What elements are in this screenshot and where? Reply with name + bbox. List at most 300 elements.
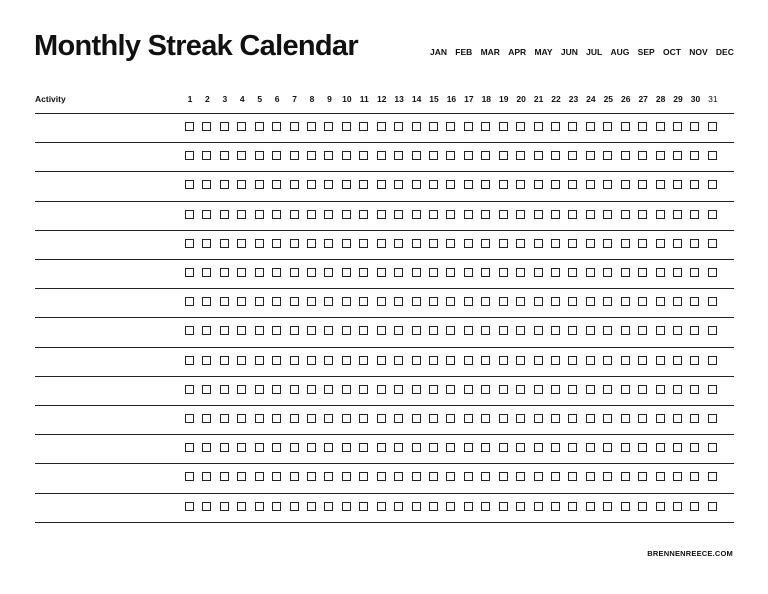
day-checkbox[interactable] xyxy=(568,268,577,277)
day-checkbox[interactable] xyxy=(621,385,630,394)
day-checkbox[interactable] xyxy=(586,385,595,394)
day-checkbox[interactable] xyxy=(568,151,577,160)
day-checkbox[interactable] xyxy=(394,151,403,160)
day-checkbox[interactable] xyxy=(568,239,577,248)
day-checkbox[interactable] xyxy=(656,326,665,335)
day-checkbox[interactable] xyxy=(534,326,543,335)
day-checkbox[interactable] xyxy=(377,472,386,481)
day-checkbox[interactable] xyxy=(290,326,299,335)
day-checkbox[interactable] xyxy=(185,210,194,219)
day-checkbox[interactable] xyxy=(446,122,455,131)
day-checkbox[interactable] xyxy=(185,356,194,365)
day-checkbox[interactable] xyxy=(551,297,560,306)
day-checkbox[interactable] xyxy=(586,151,595,160)
day-checkbox[interactable] xyxy=(603,443,612,452)
day-checkbox[interactable] xyxy=(202,326,211,335)
day-checkbox[interactable] xyxy=(185,385,194,394)
day-checkbox[interactable] xyxy=(307,443,316,452)
day-checkbox[interactable] xyxy=(690,472,699,481)
day-checkbox[interactable] xyxy=(586,122,595,131)
day-checkbox[interactable] xyxy=(272,472,281,481)
day-checkbox[interactable] xyxy=(237,122,246,131)
day-checkbox[interactable] xyxy=(255,326,264,335)
day-checkbox[interactable] xyxy=(324,472,333,481)
day-checkbox[interactable] xyxy=(708,297,717,306)
day-checkbox[interactable] xyxy=(272,268,281,277)
day-checkbox[interactable] xyxy=(359,443,368,452)
day-checkbox[interactable] xyxy=(673,385,682,394)
month-label-dec[interactable]: DEC xyxy=(715,47,734,57)
day-checkbox[interactable] xyxy=(690,385,699,394)
day-checkbox[interactable] xyxy=(534,443,543,452)
day-checkbox[interactable] xyxy=(690,502,699,511)
day-checkbox[interactable] xyxy=(220,356,229,365)
day-checkbox[interactable] xyxy=(429,151,438,160)
day-checkbox[interactable] xyxy=(272,239,281,248)
day-checkbox[interactable] xyxy=(656,151,665,160)
day-checkbox[interactable] xyxy=(272,502,281,511)
day-checkbox[interactable] xyxy=(499,502,508,511)
day-checkbox[interactable] xyxy=(255,180,264,189)
day-checkbox[interactable] xyxy=(342,268,351,277)
day-checkbox[interactable] xyxy=(499,151,508,160)
day-checkbox[interactable] xyxy=(586,210,595,219)
day-checkbox[interactable] xyxy=(568,385,577,394)
day-checkbox[interactable] xyxy=(656,443,665,452)
day-checkbox[interactable] xyxy=(551,385,560,394)
day-checkbox[interactable] xyxy=(377,414,386,423)
day-checkbox[interactable] xyxy=(656,502,665,511)
day-checkbox[interactable] xyxy=(586,356,595,365)
day-checkbox[interactable] xyxy=(603,268,612,277)
day-checkbox[interactable] xyxy=(586,239,595,248)
day-checkbox[interactable] xyxy=(586,297,595,306)
day-checkbox[interactable] xyxy=(342,443,351,452)
day-checkbox[interactable] xyxy=(673,414,682,423)
month-label-mar[interactable]: MAR xyxy=(480,47,500,57)
day-checkbox[interactable] xyxy=(708,239,717,248)
day-checkbox[interactable] xyxy=(621,356,630,365)
day-checkbox[interactable] xyxy=(220,326,229,335)
day-checkbox[interactable] xyxy=(429,502,438,511)
day-checkbox[interactable] xyxy=(307,122,316,131)
day-checkbox[interactable] xyxy=(638,268,647,277)
day-checkbox[interactable] xyxy=(290,502,299,511)
day-checkbox[interactable] xyxy=(708,502,717,511)
day-checkbox[interactable] xyxy=(481,443,490,452)
day-checkbox[interactable] xyxy=(638,385,647,394)
day-checkbox[interactable] xyxy=(237,268,246,277)
day-checkbox[interactable] xyxy=(429,180,438,189)
day-checkbox[interactable] xyxy=(185,297,194,306)
day-checkbox[interactable] xyxy=(499,180,508,189)
day-checkbox[interactable] xyxy=(481,297,490,306)
day-checkbox[interactable] xyxy=(202,356,211,365)
day-checkbox[interactable] xyxy=(377,502,386,511)
day-checkbox[interactable] xyxy=(499,122,508,131)
day-checkbox[interactable] xyxy=(342,180,351,189)
day-checkbox[interactable] xyxy=(342,326,351,335)
day-checkbox[interactable] xyxy=(673,356,682,365)
day-checkbox[interactable] xyxy=(638,297,647,306)
day-checkbox[interactable] xyxy=(446,239,455,248)
day-checkbox[interactable] xyxy=(690,210,699,219)
day-checkbox[interactable] xyxy=(516,472,525,481)
day-checkbox[interactable] xyxy=(377,180,386,189)
day-checkbox[interactable] xyxy=(568,414,577,423)
day-checkbox[interactable] xyxy=(342,239,351,248)
day-checkbox[interactable] xyxy=(237,414,246,423)
day-checkbox[interactable] xyxy=(185,180,194,189)
day-checkbox[interactable] xyxy=(429,210,438,219)
day-checkbox[interactable] xyxy=(516,443,525,452)
day-checkbox[interactable] xyxy=(255,297,264,306)
day-checkbox[interactable] xyxy=(551,326,560,335)
day-checkbox[interactable] xyxy=(534,151,543,160)
day-checkbox[interactable] xyxy=(690,151,699,160)
day-checkbox[interactable] xyxy=(185,414,194,423)
day-checkbox[interactable] xyxy=(551,472,560,481)
day-checkbox[interactable] xyxy=(429,356,438,365)
day-checkbox[interactable] xyxy=(690,326,699,335)
day-checkbox[interactable] xyxy=(220,268,229,277)
day-checkbox[interactable] xyxy=(220,151,229,160)
day-checkbox[interactable] xyxy=(708,151,717,160)
day-checkbox[interactable] xyxy=(586,472,595,481)
day-checkbox[interactable] xyxy=(499,297,508,306)
day-checkbox[interactable] xyxy=(534,180,543,189)
day-checkbox[interactable] xyxy=(290,210,299,219)
day-checkbox[interactable] xyxy=(237,297,246,306)
day-checkbox[interactable] xyxy=(377,443,386,452)
month-label-apr[interactable]: APR xyxy=(508,47,527,57)
day-checkbox[interactable] xyxy=(185,151,194,160)
day-checkbox[interactable] xyxy=(290,180,299,189)
day-checkbox[interactable] xyxy=(516,122,525,131)
day-checkbox[interactable] xyxy=(534,122,543,131)
day-checkbox[interactable] xyxy=(481,326,490,335)
month-label-nov[interactable]: NOV xyxy=(689,47,708,57)
day-checkbox[interactable] xyxy=(551,122,560,131)
day-checkbox[interactable] xyxy=(464,297,473,306)
day-checkbox[interactable] xyxy=(516,180,525,189)
day-checkbox[interactable] xyxy=(690,122,699,131)
day-checkbox[interactable] xyxy=(255,356,264,365)
day-checkbox[interactable] xyxy=(516,414,525,423)
day-checkbox[interactable] xyxy=(534,414,543,423)
day-checkbox[interactable] xyxy=(377,326,386,335)
day-checkbox[interactable] xyxy=(412,356,421,365)
day-checkbox[interactable] xyxy=(359,472,368,481)
day-checkbox[interactable] xyxy=(272,385,281,394)
day-checkbox[interactable] xyxy=(621,180,630,189)
day-checkbox[interactable] xyxy=(237,385,246,394)
day-checkbox[interactable] xyxy=(324,239,333,248)
day-checkbox[interactable] xyxy=(342,414,351,423)
day-checkbox[interactable] xyxy=(412,326,421,335)
day-checkbox[interactable] xyxy=(708,210,717,219)
day-checkbox[interactable] xyxy=(290,122,299,131)
day-checkbox[interactable] xyxy=(656,180,665,189)
day-checkbox[interactable] xyxy=(673,443,682,452)
day-checkbox[interactable] xyxy=(516,297,525,306)
day-checkbox[interactable] xyxy=(499,210,508,219)
day-checkbox[interactable] xyxy=(290,297,299,306)
day-checkbox[interactable] xyxy=(621,210,630,219)
day-checkbox[interactable] xyxy=(377,151,386,160)
day-checkbox[interactable] xyxy=(429,239,438,248)
day-checkbox[interactable] xyxy=(394,414,403,423)
day-checkbox[interactable] xyxy=(202,385,211,394)
day-checkbox[interactable] xyxy=(202,268,211,277)
day-checkbox[interactable] xyxy=(621,326,630,335)
day-checkbox[interactable] xyxy=(290,472,299,481)
day-checkbox[interactable] xyxy=(255,210,264,219)
day-checkbox[interactable] xyxy=(464,268,473,277)
day-checkbox[interactable] xyxy=(464,472,473,481)
month-label-oct[interactable]: OCT xyxy=(662,47,681,57)
day-checkbox[interactable] xyxy=(638,210,647,219)
day-checkbox[interactable] xyxy=(499,443,508,452)
day-checkbox[interactable] xyxy=(307,210,316,219)
day-checkbox[interactable] xyxy=(359,180,368,189)
day-checkbox[interactable] xyxy=(324,414,333,423)
day-checkbox[interactable] xyxy=(359,151,368,160)
day-checkbox[interactable] xyxy=(446,326,455,335)
day-checkbox[interactable] xyxy=(324,356,333,365)
day-checkbox[interactable] xyxy=(551,414,560,423)
day-checkbox[interactable] xyxy=(464,502,473,511)
day-checkbox[interactable] xyxy=(656,297,665,306)
day-checkbox[interactable] xyxy=(568,472,577,481)
day-checkbox[interactable] xyxy=(621,472,630,481)
day-checkbox[interactable] xyxy=(534,385,543,394)
day-checkbox[interactable] xyxy=(481,122,490,131)
day-checkbox[interactable] xyxy=(202,239,211,248)
day-checkbox[interactable] xyxy=(307,297,316,306)
day-checkbox[interactable] xyxy=(621,122,630,131)
day-checkbox[interactable] xyxy=(603,472,612,481)
day-checkbox[interactable] xyxy=(481,239,490,248)
day-checkbox[interactable] xyxy=(551,180,560,189)
day-checkbox[interactable] xyxy=(708,472,717,481)
day-checkbox[interactable] xyxy=(202,502,211,511)
day-checkbox[interactable] xyxy=(499,414,508,423)
day-checkbox[interactable] xyxy=(202,180,211,189)
day-checkbox[interactable] xyxy=(481,414,490,423)
day-checkbox[interactable] xyxy=(603,210,612,219)
day-checkbox[interactable] xyxy=(412,122,421,131)
day-checkbox[interactable] xyxy=(499,356,508,365)
day-checkbox[interactable] xyxy=(394,297,403,306)
day-checkbox[interactable] xyxy=(446,385,455,394)
day-checkbox[interactable] xyxy=(272,414,281,423)
day-checkbox[interactable] xyxy=(307,472,316,481)
day-checkbox[interactable] xyxy=(359,268,368,277)
day-checkbox[interactable] xyxy=(237,472,246,481)
day-checkbox[interactable] xyxy=(656,472,665,481)
day-checkbox[interactable] xyxy=(481,502,490,511)
day-checkbox[interactable] xyxy=(220,297,229,306)
day-checkbox[interactable] xyxy=(202,122,211,131)
day-checkbox[interactable] xyxy=(237,502,246,511)
day-checkbox[interactable] xyxy=(307,385,316,394)
day-checkbox[interactable] xyxy=(272,326,281,335)
day-checkbox[interactable] xyxy=(481,385,490,394)
day-checkbox[interactable] xyxy=(708,414,717,423)
day-checkbox[interactable] xyxy=(185,502,194,511)
day-checkbox[interactable] xyxy=(499,268,508,277)
day-checkbox[interactable] xyxy=(377,385,386,394)
day-checkbox[interactable] xyxy=(446,472,455,481)
day-checkbox[interactable] xyxy=(516,326,525,335)
day-checkbox[interactable] xyxy=(342,502,351,511)
day-checkbox[interactable] xyxy=(481,268,490,277)
day-checkbox[interactable] xyxy=(359,210,368,219)
day-checkbox[interactable] xyxy=(499,239,508,248)
day-checkbox[interactable] xyxy=(307,151,316,160)
day-checkbox[interactable] xyxy=(359,326,368,335)
day-checkbox[interactable] xyxy=(551,443,560,452)
day-checkbox[interactable] xyxy=(568,122,577,131)
day-checkbox[interactable] xyxy=(621,297,630,306)
day-checkbox[interactable] xyxy=(412,414,421,423)
day-checkbox[interactable] xyxy=(673,326,682,335)
day-checkbox[interactable] xyxy=(656,385,665,394)
day-checkbox[interactable] xyxy=(673,122,682,131)
day-checkbox[interactable] xyxy=(586,180,595,189)
day-checkbox[interactable] xyxy=(656,268,665,277)
day-checkbox[interactable] xyxy=(603,239,612,248)
day-checkbox[interactable] xyxy=(202,414,211,423)
day-checkbox[interactable] xyxy=(255,443,264,452)
day-checkbox[interactable] xyxy=(603,356,612,365)
day-checkbox[interactable] xyxy=(290,356,299,365)
day-checkbox[interactable] xyxy=(446,210,455,219)
day-checkbox[interactable] xyxy=(255,385,264,394)
day-checkbox[interactable] xyxy=(342,297,351,306)
day-checkbox[interactable] xyxy=(202,151,211,160)
day-checkbox[interactable] xyxy=(603,180,612,189)
day-checkbox[interactable] xyxy=(690,443,699,452)
day-checkbox[interactable] xyxy=(307,239,316,248)
month-label-may[interactable]: MAY xyxy=(534,47,553,57)
day-checkbox[interactable] xyxy=(185,239,194,248)
day-checkbox[interactable] xyxy=(673,297,682,306)
day-checkbox[interactable] xyxy=(586,443,595,452)
day-checkbox[interactable] xyxy=(603,502,612,511)
day-checkbox[interactable] xyxy=(324,268,333,277)
day-checkbox[interactable] xyxy=(359,385,368,394)
day-checkbox[interactable] xyxy=(481,356,490,365)
day-checkbox[interactable] xyxy=(568,502,577,511)
day-checkbox[interactable] xyxy=(342,210,351,219)
day-checkbox[interactable] xyxy=(394,210,403,219)
day-checkbox[interactable] xyxy=(237,356,246,365)
day-checkbox[interactable] xyxy=(412,443,421,452)
day-checkbox[interactable] xyxy=(272,210,281,219)
day-checkbox[interactable] xyxy=(621,443,630,452)
day-checkbox[interactable] xyxy=(412,239,421,248)
day-checkbox[interactable] xyxy=(656,414,665,423)
day-checkbox[interactable] xyxy=(551,210,560,219)
day-checkbox[interactable] xyxy=(534,356,543,365)
day-checkbox[interactable] xyxy=(621,414,630,423)
day-checkbox[interactable] xyxy=(429,385,438,394)
day-checkbox[interactable] xyxy=(446,268,455,277)
day-checkbox[interactable] xyxy=(673,151,682,160)
month-label-sep[interactable]: SEP xyxy=(637,47,655,57)
day-checkbox[interactable] xyxy=(359,502,368,511)
day-checkbox[interactable] xyxy=(481,151,490,160)
day-checkbox[interactable] xyxy=(255,151,264,160)
day-checkbox[interactable] xyxy=(551,268,560,277)
day-checkbox[interactable] xyxy=(568,326,577,335)
day-checkbox[interactable] xyxy=(185,472,194,481)
day-checkbox[interactable] xyxy=(359,297,368,306)
day-checkbox[interactable] xyxy=(638,502,647,511)
day-checkbox[interactable] xyxy=(324,297,333,306)
day-checkbox[interactable] xyxy=(394,385,403,394)
day-checkbox[interactable] xyxy=(429,122,438,131)
day-checkbox[interactable] xyxy=(464,210,473,219)
day-checkbox[interactable] xyxy=(429,472,438,481)
day-checkbox[interactable] xyxy=(272,443,281,452)
day-checkbox[interactable] xyxy=(516,385,525,394)
day-checkbox[interactable] xyxy=(429,443,438,452)
day-checkbox[interactable] xyxy=(464,356,473,365)
day-checkbox[interactable] xyxy=(412,502,421,511)
day-checkbox[interactable] xyxy=(185,443,194,452)
day-checkbox[interactable] xyxy=(446,297,455,306)
day-checkbox[interactable] xyxy=(534,297,543,306)
day-checkbox[interactable] xyxy=(412,385,421,394)
day-checkbox[interactable] xyxy=(464,443,473,452)
day-checkbox[interactable] xyxy=(499,472,508,481)
month-label-jun[interactable]: JUN xyxy=(560,47,578,57)
day-checkbox[interactable] xyxy=(638,443,647,452)
day-checkbox[interactable] xyxy=(429,326,438,335)
day-checkbox[interactable] xyxy=(446,356,455,365)
month-label-aug[interactable]: AUG xyxy=(610,47,630,57)
day-checkbox[interactable] xyxy=(324,151,333,160)
day-checkbox[interactable] xyxy=(673,239,682,248)
day-checkbox[interactable] xyxy=(690,356,699,365)
day-checkbox[interactable] xyxy=(534,502,543,511)
day-checkbox[interactable] xyxy=(586,414,595,423)
day-checkbox[interactable] xyxy=(673,268,682,277)
day-checkbox[interactable] xyxy=(603,122,612,131)
day-checkbox[interactable] xyxy=(255,472,264,481)
day-checkbox[interactable] xyxy=(638,122,647,131)
day-checkbox[interactable] xyxy=(394,122,403,131)
day-checkbox[interactable] xyxy=(202,443,211,452)
day-checkbox[interactable] xyxy=(412,151,421,160)
day-checkbox[interactable] xyxy=(307,180,316,189)
day-checkbox[interactable] xyxy=(656,356,665,365)
day-checkbox[interactable] xyxy=(342,385,351,394)
day-checkbox[interactable] xyxy=(621,268,630,277)
day-checkbox[interactable] xyxy=(220,385,229,394)
day-checkbox[interactable] xyxy=(621,502,630,511)
day-checkbox[interactable] xyxy=(516,210,525,219)
day-checkbox[interactable] xyxy=(708,356,717,365)
day-checkbox[interactable] xyxy=(551,502,560,511)
day-checkbox[interactable] xyxy=(237,180,246,189)
day-checkbox[interactable] xyxy=(603,326,612,335)
day-checkbox[interactable] xyxy=(690,297,699,306)
day-checkbox[interactable] xyxy=(185,122,194,131)
